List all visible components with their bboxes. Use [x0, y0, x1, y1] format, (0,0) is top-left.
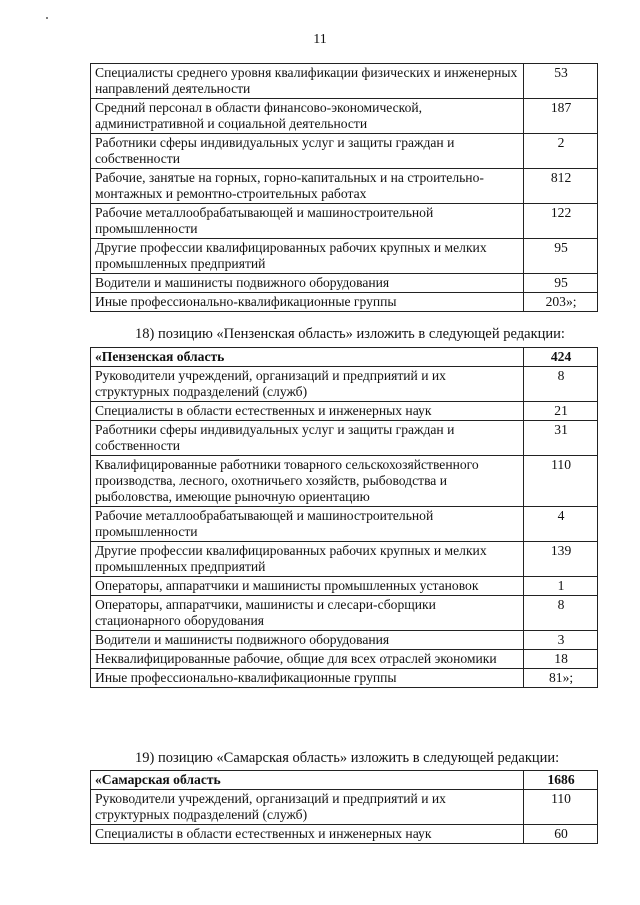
row-value: 812	[524, 169, 598, 204]
table-row	[91, 456, 598, 507]
row-label: Руководители учреждений, организаций и предприятий и их структурных подразделений (служб)	[91, 790, 524, 825]
table-row	[91, 650, 598, 669]
table-row	[91, 239, 598, 274]
row-value: 4	[524, 507, 598, 542]
paragraph-19: 19) позицию «Самарская область» изложить в следующей редакции:	[135, 750, 560, 766]
row-label: Неквалифицированные рабочие, общие для всех отраслей экономики	[91, 650, 524, 669]
row-label: Руководители учреждений, организаций и предприятий и их структурных подразделений (служб)	[91, 367, 524, 402]
row-value: 95	[524, 274, 598, 293]
row-value: 8	[524, 367, 598, 402]
row-value: 31	[524, 421, 598, 456]
table-row	[91, 99, 598, 134]
scan-dot	[46, 17, 48, 19]
table-row	[91, 669, 598, 688]
table-row	[91, 367, 598, 402]
samara-region-table	[90, 770, 598, 844]
row-label: Операторы, аппаратчики и машинисты промышленных установок	[91, 577, 524, 596]
table-row	[91, 402, 598, 421]
table-row	[91, 293, 598, 312]
region-name: «Пензенская область	[91, 348, 524, 367]
row-label: Квалифицированные работники товарного сельскохозяйственного производства, лесного, охотничьего хозяйств, рыбоводства и рыболовства, имеющие рыночную ориентацию	[91, 456, 524, 507]
table-row	[91, 596, 598, 631]
row-label: Работники сферы индивидуальных услуг и защиты граждан и собственности	[91, 421, 524, 456]
row-label: Другие профессии квалифицированных рабочих крупных и мелких промышленных предприятий	[91, 239, 524, 274]
occupation-table-previous	[90, 63, 598, 312]
table-row	[91, 64, 598, 99]
table-header-row	[91, 771, 598, 790]
row-value: 53	[524, 64, 598, 99]
row-label: Работники сферы индивидуальных услуг и защиты граждан и собственности	[91, 134, 524, 169]
region-total: 1686	[524, 771, 598, 790]
row-label: Иные профессионально-квалификационные группы	[91, 293, 524, 312]
row-label: Специалисты среднего уровня квалификации физических и инженерных направлений деятельности	[91, 64, 524, 99]
row-value: 203»;	[524, 293, 598, 312]
row-value: 1	[524, 577, 598, 596]
row-value: 187	[524, 99, 598, 134]
row-label: Иные профессионально-квалификационные группы	[91, 669, 524, 688]
table-row	[91, 577, 598, 596]
paragraph-18: 18) позицию «Пензенская область» изложить в следующей редакции:	[135, 326, 565, 342]
row-value: 18	[524, 650, 598, 669]
row-value: 3	[524, 631, 598, 650]
row-label: Рабочие металлообрабатывающей и машиностроительной промышленности	[91, 204, 524, 239]
page-number: 11	[313, 32, 327, 47]
table-row	[91, 169, 598, 204]
region-name: «Самарская область	[91, 771, 524, 790]
table-row	[91, 790, 598, 825]
row-value: 110	[524, 790, 598, 825]
table-header-row	[91, 348, 598, 367]
row-label: Рабочие металлообрабатывающей и машиностроительной промышленности	[91, 507, 524, 542]
row-label: Водители и машинисты подвижного оборудования	[91, 274, 524, 293]
row-value: 8	[524, 596, 598, 631]
row-value: 95	[524, 239, 598, 274]
table-row	[91, 274, 598, 293]
table-row	[91, 825, 598, 844]
row-value: 21	[524, 402, 598, 421]
table-row	[91, 134, 598, 169]
table-row	[91, 631, 598, 650]
table-row	[91, 542, 598, 577]
row-value: 60	[524, 825, 598, 844]
row-label: Операторы, аппаратчики, машинисты и слесари-сборщики стационарного оборудования	[91, 596, 524, 631]
row-value: 110	[524, 456, 598, 507]
table-row	[91, 507, 598, 542]
row-value: 122	[524, 204, 598, 239]
region-total: 424	[524, 348, 598, 367]
row-value: 81»;	[524, 669, 598, 688]
table-row	[91, 204, 598, 239]
table-row	[91, 421, 598, 456]
row-label: Рабочие, занятые на горных, горно-капитальных и на строительно-монтажных и ремонтно-строительных работах	[91, 169, 524, 204]
row-label: Другие профессии квалифицированных рабочих крупных и мелких промышленных предприятий	[91, 542, 524, 577]
row-value: 139	[524, 542, 598, 577]
row-label: Специалисты в области естественных и инженерных наук	[91, 825, 524, 844]
row-label: Водители и машинисты подвижного оборудования	[91, 631, 524, 650]
row-label: Средний персонал в области финансово-экономической, административной и социальной деятельности	[91, 99, 524, 134]
row-value: 2	[524, 134, 598, 169]
row-label: Специалисты в области естественных и инженерных наук	[91, 402, 524, 421]
penza-region-table	[90, 347, 598, 688]
